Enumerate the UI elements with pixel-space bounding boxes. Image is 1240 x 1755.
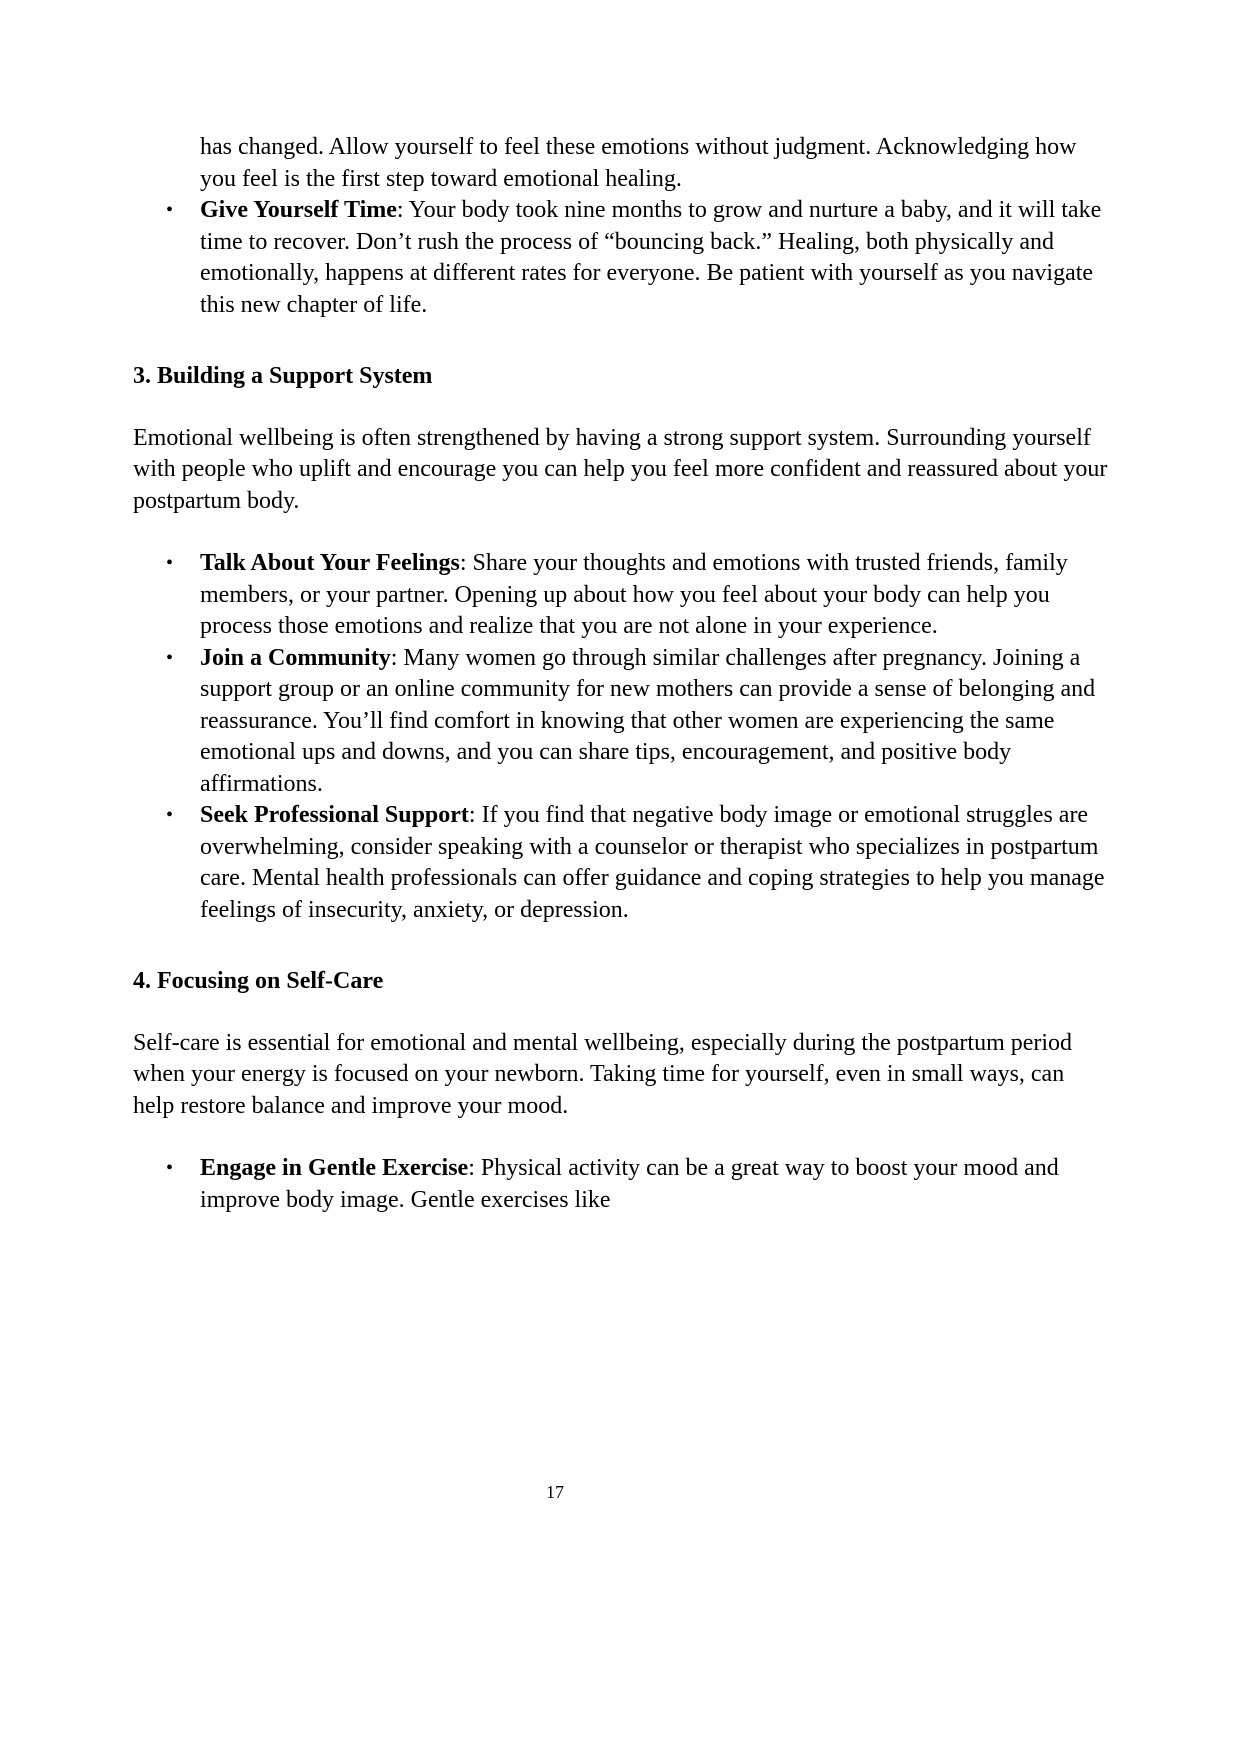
bullet-item xyxy=(200,800,1108,926)
bullet-label: Give Yourself Time xyxy=(200,197,397,223)
continuation-text: has changed. Allow yourself to feel these emotions without judgment. Acknowledging how you feel is the first step toward emotional healing. xyxy=(200,134,1077,192)
bullet-item xyxy=(200,643,1108,801)
bullet-text: : Physical activity can be a great way to boost your mood and improve body image. Gentle exercises like xyxy=(200,1155,1059,1213)
bullet-item xyxy=(200,548,1108,643)
bullet-text: : If you find that negative body image or emotional struggles are overwhelming, consider speaking with a counselor or therapist who specializes in postpartum care. Mental health professionals can offer guidance and coping strategies to help you manage feelings of insecurity, anxiety, or depression. xyxy=(200,802,1105,923)
bullet-label: Seek Professional Support xyxy=(200,802,469,828)
bullet-label: Talk About Your Feelings xyxy=(200,550,460,576)
section-3-intro: Emotional wellbeing is often strengthened by having a strong support system. Surrounding yourself with people who uplift and encourage you can help you feel more confident and reassured about your postpartum body. xyxy=(133,424,1108,514)
bullet-label: Engage in Gentle Exercise xyxy=(200,1155,469,1181)
bullet-text: : Your body took nine months to grow and nurture a baby, and it will take time to recover. Don’t rush the process of “bouncing back.” Healing, both physically and emotionally, happens at different rates for everyone. Be patient with yourself as you navigate this new chapter of life. xyxy=(200,197,1102,318)
bullet-label: Join a Community xyxy=(200,644,391,671)
bullet-text: : Many women go through similar challenges after pregnancy. Joining a support group or an online community for new mothers can provide a sense of belonging and reassurance. You’ll find comfort in knowing that other women are experiencing the same emotional ups and downs, and you can share tips, encouragement, and positive body affirmations. xyxy=(200,644,1096,797)
bullet-item xyxy=(200,195,1108,321)
document-content xyxy=(133,132,1108,1216)
section-heading-4: 4. Focusing on Self-Care xyxy=(133,968,384,994)
section-heading-3: 3. Building a Support System xyxy=(133,363,433,389)
bullet-list xyxy=(133,195,1108,321)
bullet-list xyxy=(133,548,1108,926)
bullet-text: : Share your thoughts and emotions with trusted friends, family members, or your partner. Opening up about how you feel about your body can help you process those emotions and realize that you are not alone in your experience. xyxy=(200,550,1068,639)
bullet-item xyxy=(200,1153,1108,1216)
section-4-intro: Self-care is essential for emotional and mental wellbeing, especially during the postpartum period when your energy is focused on your newborn. Taking time for yourself, even in small ways, can help restore balance and improve your mood. xyxy=(133,1029,1073,1119)
bullet-list xyxy=(133,1153,1108,1216)
page-number: 17 xyxy=(546,1482,564,1502)
